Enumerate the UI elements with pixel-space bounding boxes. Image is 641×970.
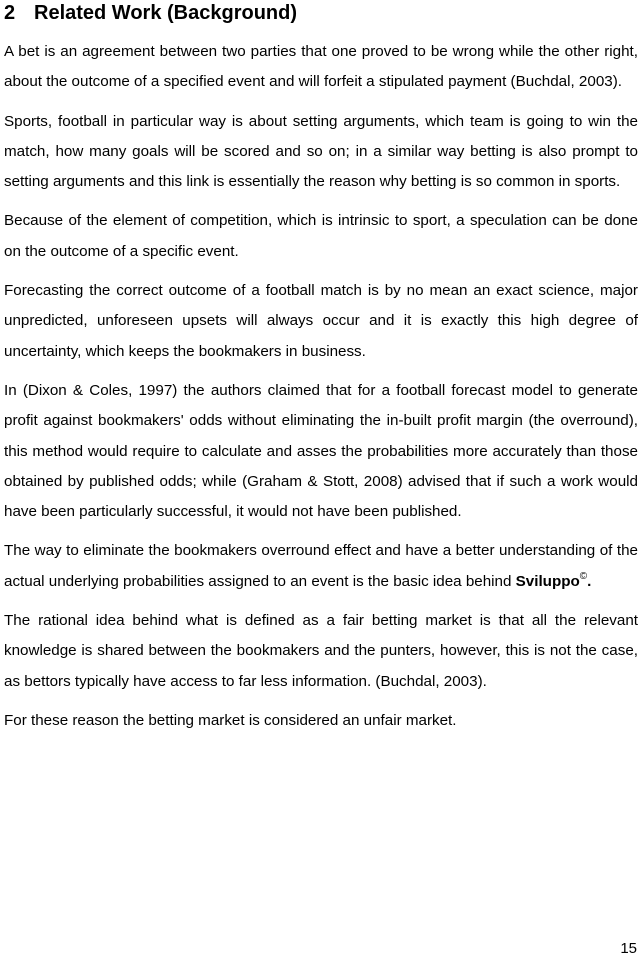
section-number: 2 [4, 2, 16, 24]
paragraph-forecasting: Forecasting the correct outcome of a football match is by no mean an exact science, major unpredicted, unforeseen upsets will always occur and it is exactly this high degree of uncertainty, which keeps the bookmakers in business. [4, 282, 638, 360]
paragraph-competition: Because of the element of competition, which is intrinsic to sport, a speculation can be done on the outcome of a specific event. [4, 212, 638, 260]
section-heading [4, 1, 638, 25]
paragraph-conclusion: For these reason the betting market is considered an unfair market. [4, 711, 457, 729]
paragraph-sviluppo-text: The way to eliminate the bookmakers overround effect and have a better understanding of the actual underlying probabilities assigned to an event is the basic idea behind [4, 542, 638, 590]
paragraph-sports-arguments: Sports, football in particular way is about setting arguments, which team is going to win the match, how many goals will be scored and so on; in a similar way betting is also prompt to setting arguments and this link is essentially the reason why betting is so common in sports. [4, 112, 638, 191]
page-number: 15 [620, 940, 637, 957]
brand-name: Sviluppo [515, 572, 580, 590]
paragraph-dixon-coles: In (Dixon & Coles, 1997) the authors claimed that for a football forecast model to generate profit against bookmakers' odds without eliminating the in-built profit margin (the overround), this method would require to calculate and asses the probabilities more accurately than those obtained by published odds; while (Graham & Stott, 2008) advised that if such a work would have been particularly successful, it would not have been published. [4, 381, 638, 521]
paragraph-fair-market: The rational idea behind what is defined as a fair betting market is that all the relevant knowledge is shared between the bookmakers and the punters, however, this is not the case, as bettors typically have access to far less information. (Buchdal, 2003). [4, 612, 638, 690]
document-page [4, 0, 638, 736]
copyright-symbol: © [579, 570, 588, 582]
paragraph-sviluppo [4, 536, 638, 597]
section-title: Related Work (Background) [34, 2, 297, 24]
sentence-end: . [587, 572, 592, 590]
paragraph-bet-definition: A bet is an agreement between two parties that one proved to be wrong while the other right, about the outcome of a specified event and will forfeit a stipulated payment (Buchdal, 2003). [4, 43, 638, 91]
